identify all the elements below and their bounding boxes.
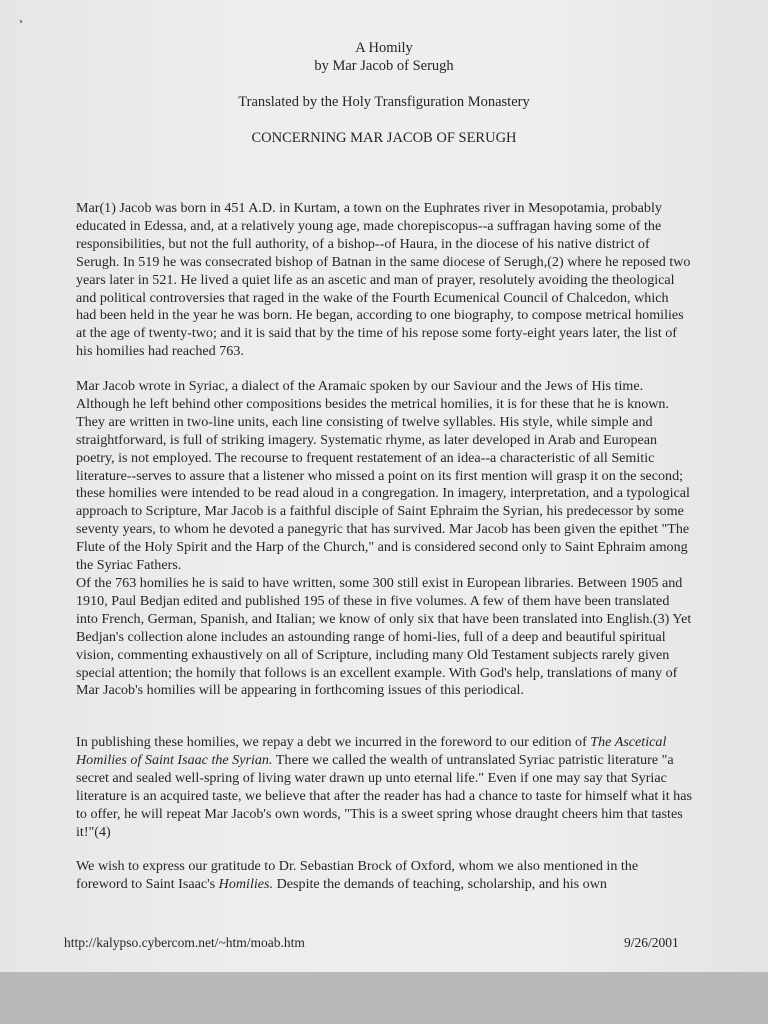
book-title-homilies: Homilies. <box>218 875 274 892</box>
paragraph-syriac-style: Mar Jacob wrote in Syriac, a dialect of the Aramaic spoken by our Saviour and the Jews of His time. Although he left behind other compositions besides the metrical homilies, it is for these that he is known. They are written in two-line units, each line consisting of twelve syllables. His style, while simple and straightforward, is full of striking imagery. Systematic rhyme, as later developed in Arab and European poetry, is not employed. The recourse to frequent restatement of an idea--a characteristic of all Semitic literature--serves to assure that a listener who missed a point on its first mention will grasp it on the second; these homilies were intended to be read aloud in a congregation. In imagery, interpretation, and a typological approach to Scripture, Mar Jacob is a faithful disciple of Saint Ephraim the Syrian, his predecessor by some seventy years, to whom he devoted a panegyric that has survived. Mar Jacob has been given the epithet "The Flute of the Holy Spirit and the Harp of the Church," and is considered second only to Saint Ephraim among the Syriac Fathers. <box>76 378 690 574</box>
paragraph-birth-and-life: Mar(1) Jacob was born in 451 A.D. in Kurtam, a town on the Euphrates river in Mesopotamia, probably educated in Edessa, and, at a relatively young age, made chorepiscopus--a suffragan having some of the responsibilities, but not the full authority, of a bishop--of Haura, in the diocese of his native district of Serugh. In 519 he was consecrated bishop of Batnan in the same diocese of Serugh,(2) where he reposed two years later in 521. He lived a quiet life as an ascetic and man of prayer, resolutely avoiding the theological and political controversies that raged in the wake of the Fourth Ecumenical Council of Chalcedon, which had been held in the year he was born. He began, according to one biography, to compose metrical homilies at the age of twenty-two; and it is said that by the time of his repose some forty-eight years later, the list of his homilies had reached 763. <box>76 200 691 360</box>
translator-line: Translated by the Holy Transfiguration Monastery <box>238 94 530 110</box>
paragraph-gratitude-start: We wish to express our gratitude to Dr. Sebastian Brock of Oxford, whom we also mentioned in the foreword to Saint Isaac's <box>76 858 639 892</box>
paragraph-publishing-end: There we called the wealth of untranslated Syriac patristic literature "a secret and sealed well-spring of living water drawn up unto eternal life." Even if one may say that Syriac literature is an acquired taste, we believe that after the reader has had a chance to taste for himself what it has to offer, he will repeat Mar Jacob's own words, "This is a sweet spring whose draught cheers him that tastes it!"(4) <box>76 751 692 840</box>
paragraph-gratitude <box>76 858 692 894</box>
document-author: by Mar Jacob of Serugh <box>314 58 454 74</box>
footer-url: http://kalypso.cybercom.net/~htm/moab.htm <box>64 935 305 950</box>
section-heading: CONCERNING MAR JACOB OF SERUGH <box>251 130 517 146</box>
paragraph-homilies-count: Of the 763 homilies he is said to have written, some 300 still exist in European libraries. Between 1905 and 1910, Paul Bedjan edited and published 195 of these in five volumes. A few of them have been translated into French, German, Spanish, and Italian; we know of only six that have been translated into English.(3) Yet Bedjan's collection alone includes an astounding range of homi-lies, full of a deep and beautiful spiritual vision, commenting exhaustively on all of Scripture, including many Old Testament subjects rarely given special attention; the homily that follows is an excellent example. With God's help, translations of many of Mar Jacob's homilies will be appearing in forthcoming issues of this periodical. <box>76 575 692 699</box>
scan-speck <box>19 20 22 24</box>
document-title: A Homily <box>355 40 413 56</box>
footer-date: 9/26/2001 <box>624 935 679 950</box>
paragraph-publishing <box>76 734 692 841</box>
paragraph-gratitude-end: Despite the demands of teaching, scholarship, and his own <box>273 875 607 892</box>
paragraph-publishing-start: In publishing these homilies, we repay a debt we incurred in the foreword to our edition of <box>76 734 591 750</box>
book-title-ascetical-homilies: The Ascetical Homilies of Saint Isaac the Syrian. <box>76 734 667 768</box>
scan-bottom-edge <box>0 972 768 1024</box>
